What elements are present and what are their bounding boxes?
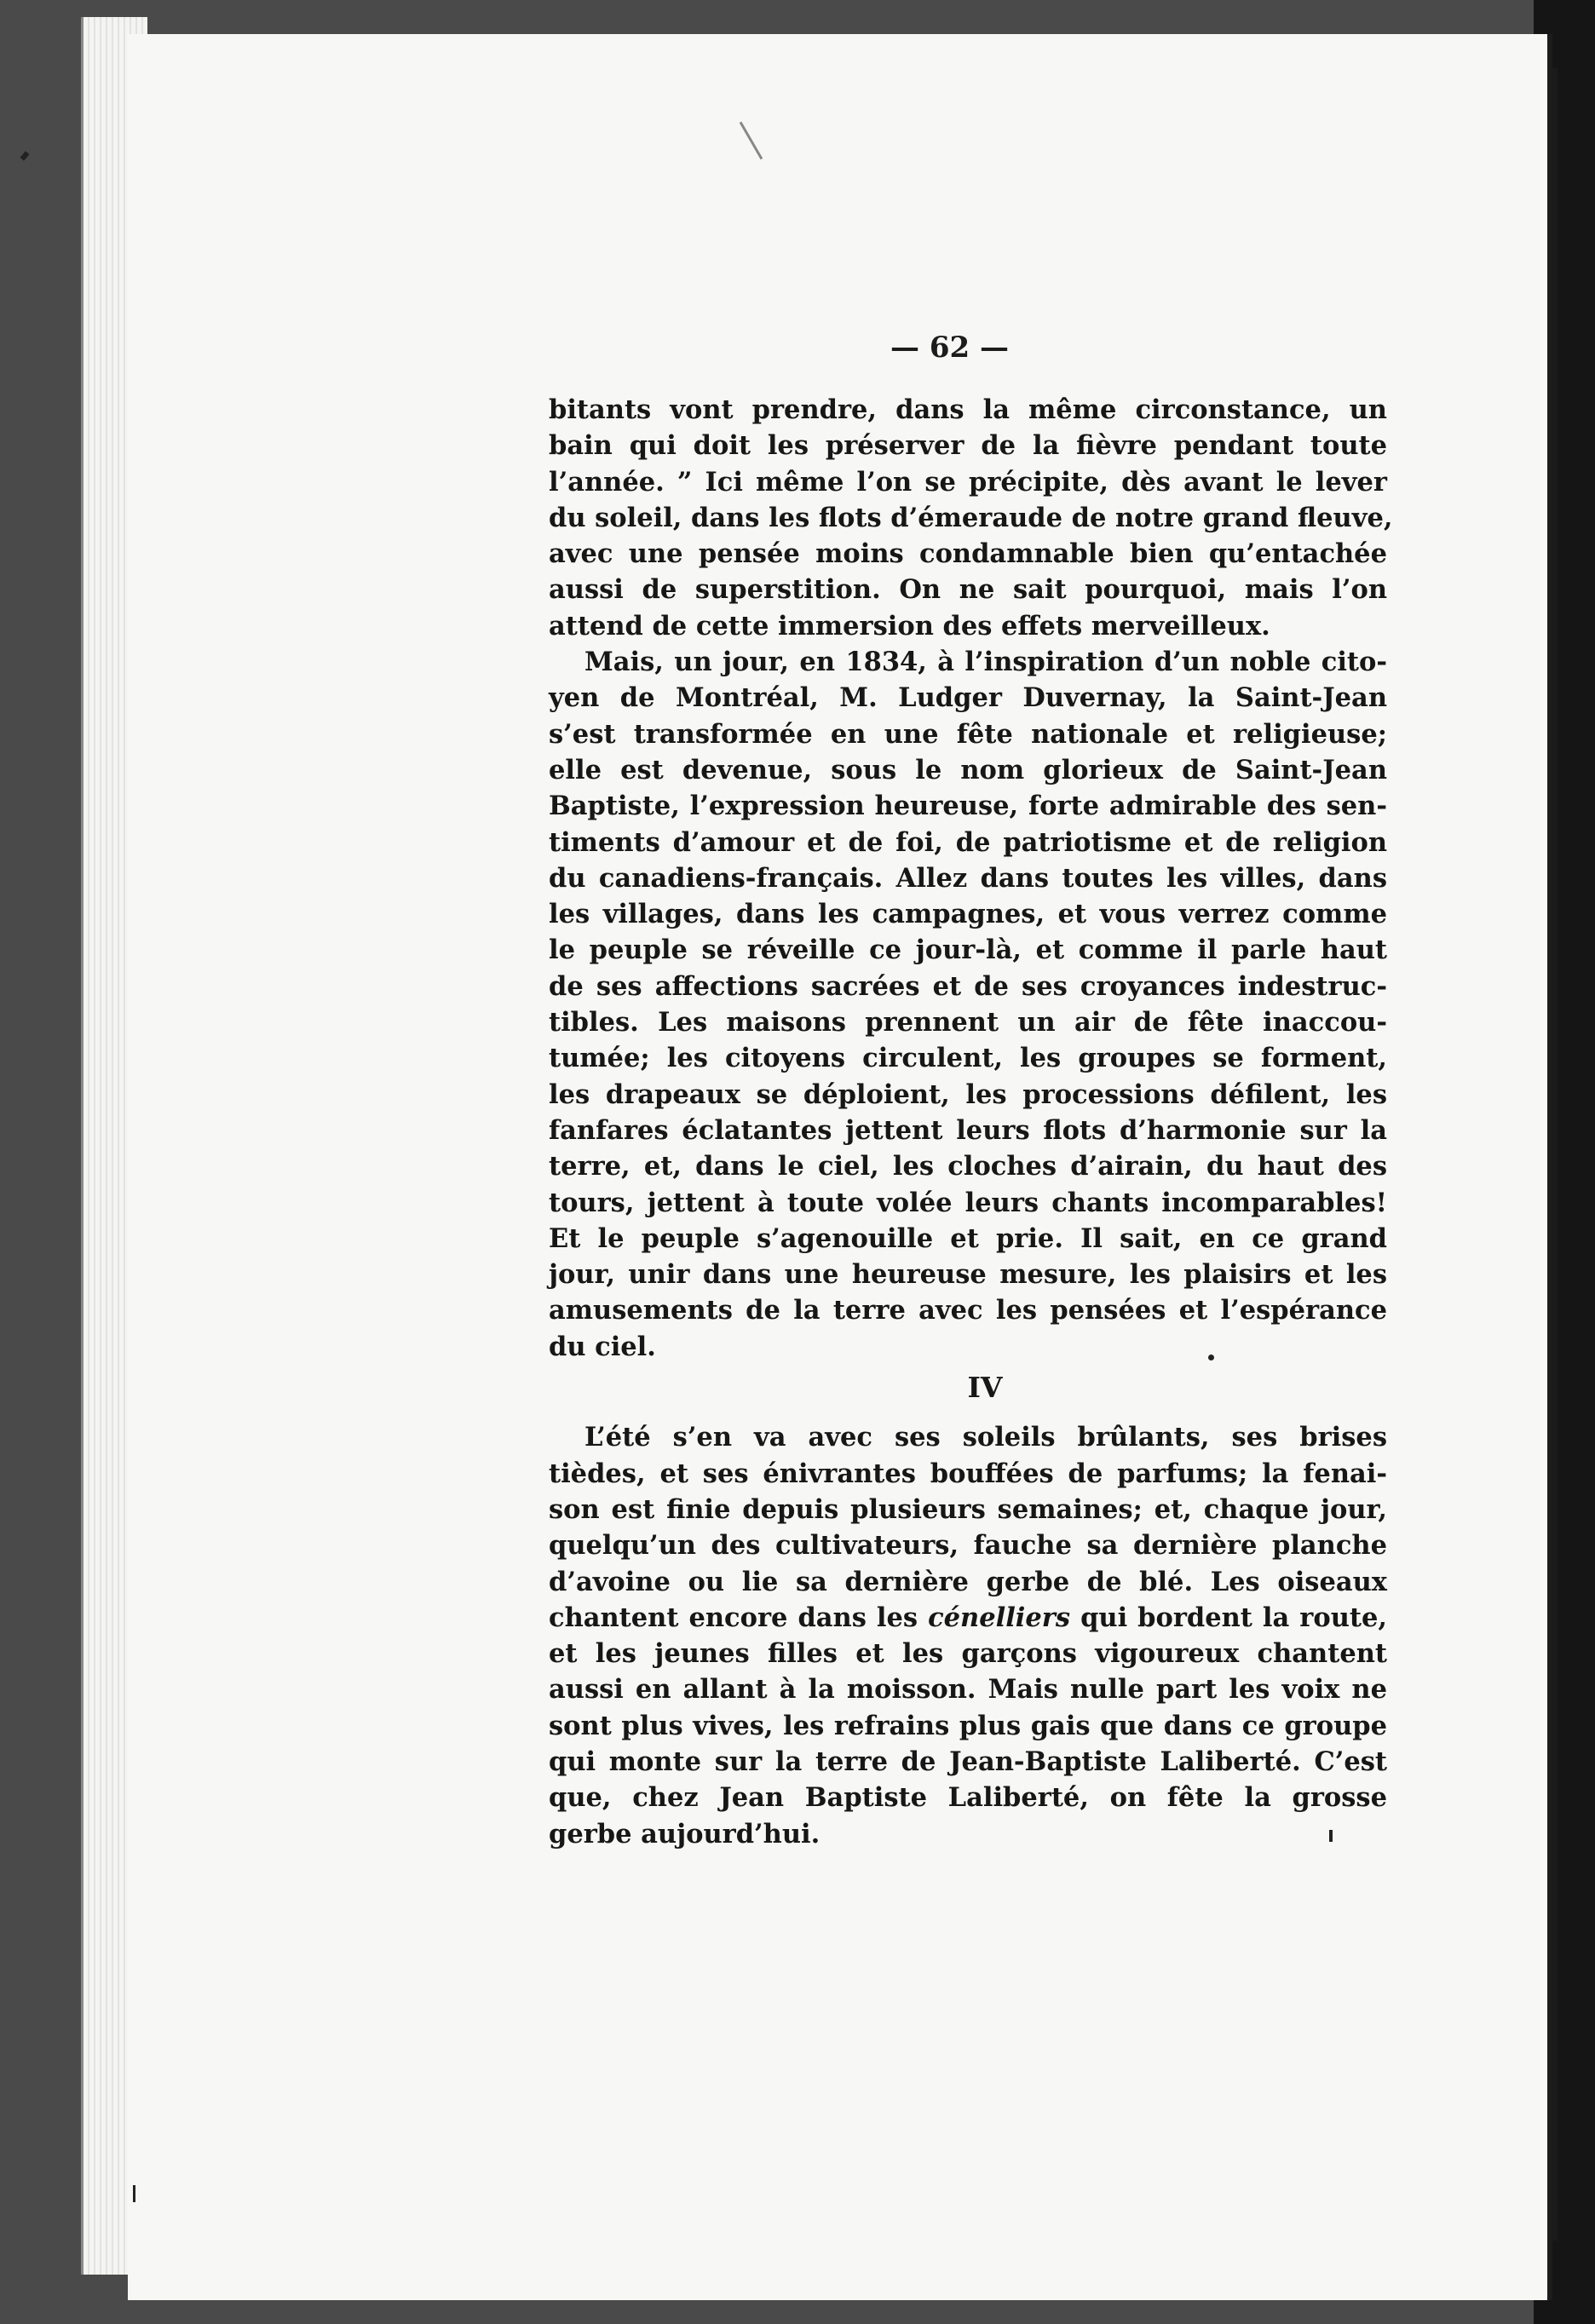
text-line: Mais, un jour, en 1834, à l’inspiration d’un noble cito- [584,647,1387,678]
text-line: qui monte sur la terre de Jean-Baptiste Laliberté. C’est [549,1746,1387,1777]
text-line: s’est transformée en une fête nationale et religieuse; [549,718,1387,750]
text-line: le peuple se réveille ce jour-là, et comme il parle haut [549,935,1387,966]
text-line [549,1600,1387,1636]
section-paragraph [549,1419,1387,1852]
body-text [549,392,1393,1852]
paragraph-2 [549,644,1387,1365]
text-line: quelqu’un des cultivateurs, fauche sa dernière planche [549,1530,1387,1562]
text-line: l’année. ” Ici même l’on se précipite, dès avant le lever [549,466,1387,498]
text-line: avec une pensée moins condamnable bien qu’entachée [549,538,1387,570]
text-line: yen de Montréal, M. Ludger Duvernay, la Saint-Jean [549,682,1387,714]
scan-speck [20,151,29,161]
text-line: fanfares éclatantes jettent leurs flots d’harmonie sur la [549,1114,1387,1146]
text-line: que, chez Jean Baptiste Laliberté, on fête la grosse [549,1782,1387,1814]
text-line: amusements de la terre avec les pensées et l’espérance [549,1295,1387,1326]
text-line: du soleil, dans les flots d’émeraude de notre grand fleuve, [549,502,1393,533]
text-line: de ses affections sacrées et de ses croyances indestruc- [549,970,1387,1002]
text-line: tièdes, et ses énivrantes bouffées de parfums; la fenai- [549,1458,1387,1489]
text-line: aussi de superstition. On ne sait pourquoi, mais l’on [549,574,1387,606]
text-line: et les jeunes filles et les garçons vigoureux chantent [549,1638,1387,1670]
text-line: les villages, dans les campagnes, et vous verrez comme [549,899,1387,930]
text-line: aussi en allant à la moisson. Mais nulle part les voix ne [549,1674,1387,1706]
text-line: tumée; les citoyens circulent, les groupes se forment, [549,1043,1387,1074]
text-line: tibles. Les maisons prennent un air de fête inaccou- [549,1007,1387,1038]
italic-word: cénelliers [928,1602,1071,1633]
text-line: bitants vont prendre, dans la même circonstance, un [549,394,1387,425]
text-line: gerbe aujourd’hui. [549,1818,821,1849]
text-line: du canadiens-français. Allez dans toutes les villes, dans [549,862,1387,894]
text-line: timents d’amour et de foi, de patriotisme et de religion [549,826,1387,858]
text-line: Et le peuple s’agenouille et prie. Il sait, en ce grand [549,1222,1387,1254]
section-heading: IV [967,1371,1003,1405]
text-line: terre, et, dans le ciel, les cloches d’airain, du haut des [549,1151,1387,1182]
text-line: elle est devenue, sous le nom glorieux de Saint-Jean [549,754,1387,785]
text-line: tours, jettent à toute volée leurs chants incomparables! [549,1187,1387,1218]
text-line: sont plus vives, les refrains plus gais que dans ce groupe [549,1710,1387,1741]
page-number: — 62 — [890,331,1009,365]
scan-speck [133,2185,135,2202]
text-fragment: qui bordent la route, [1080,1602,1387,1633]
text-fragment: chantent encore dans les [549,1602,918,1633]
text-line: L’été s’en va avec ses soleils brûlants, ses brises [584,1422,1387,1453]
text-line: les drapeaux se déploient, les processions défilent, les [549,1079,1387,1110]
text-line: attend de cette immersion des effets merveilleux. [549,610,1270,641]
page-gutter [1552,68,1558,2241]
paragraph-1 [549,392,1393,644]
text-line: Baptiste, l’expression heureuse, forte admirable des sen- [549,791,1387,822]
text-line: du ciel. [549,1331,656,1362]
text-line: bain qui doit les préserver de la fièvre pendant toute [549,430,1387,462]
text-line: jour, unir dans une heureuse mesure, les plaisirs et les [549,1259,1387,1291]
text-line: son est finie depuis plusieurs semaines; et, chaque jour, [549,1493,1387,1525]
text-line: d’avoine ou lie sa dernière gerbe de blé. Les oiseaux [549,1566,1387,1597]
